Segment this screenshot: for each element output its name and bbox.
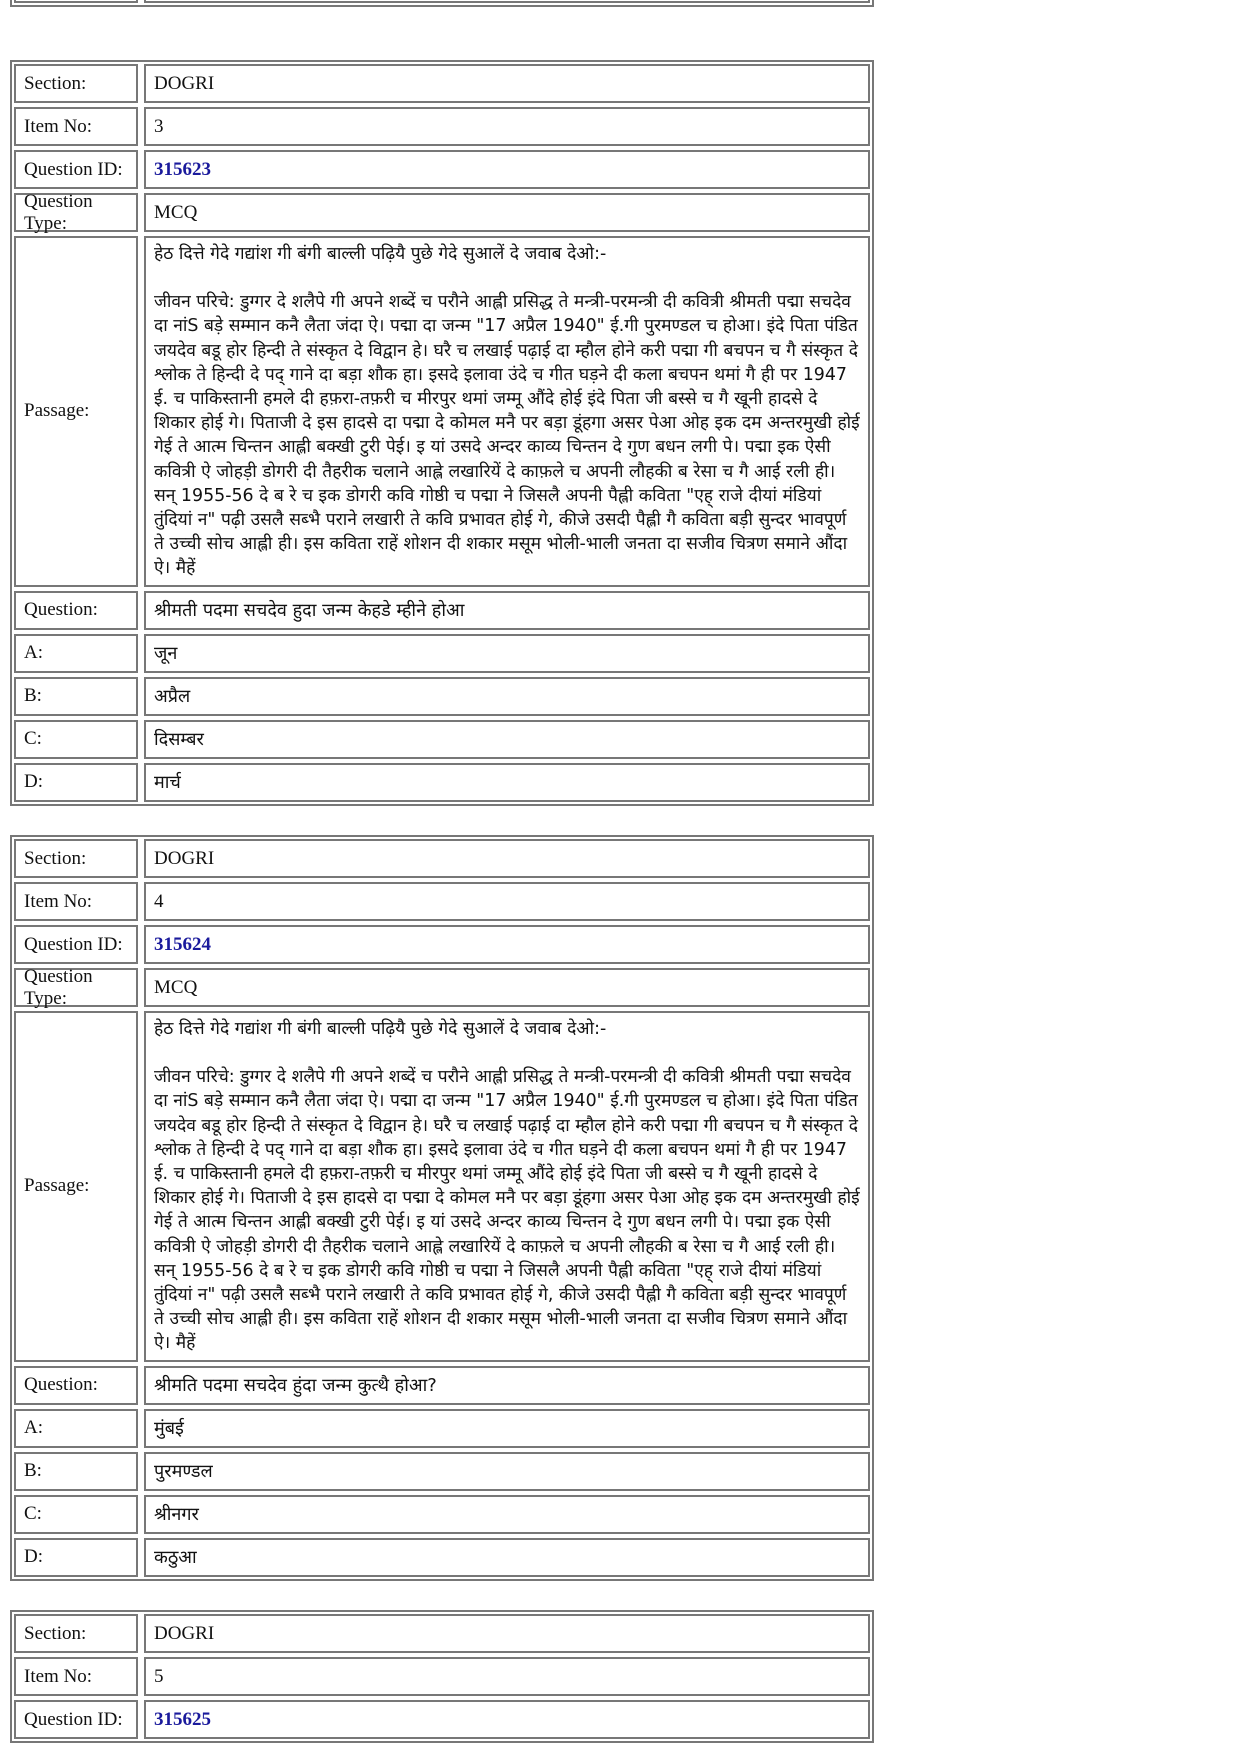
label-item-no: Item No: xyxy=(14,882,138,921)
item-no-value: 5 xyxy=(144,1657,870,1696)
label-item-no: Item No: xyxy=(14,107,138,146)
passage-value xyxy=(144,1011,870,1362)
label-question-id: Question ID: xyxy=(14,1700,138,1739)
item-no-value: 4 xyxy=(144,882,870,921)
question-value: श्रीमती पदमा सचदेव हुदा जन्म केहडे म्हीने होआ xyxy=(144,591,870,630)
row-section xyxy=(12,62,872,105)
label-a: A: xyxy=(14,634,138,673)
label-question-id: Question ID: xyxy=(14,150,138,189)
row-question-id xyxy=(12,148,872,191)
option-b-value: पुरमण्डल xyxy=(144,1452,870,1491)
label-section: Section: xyxy=(14,1614,138,1653)
row-option-d xyxy=(12,761,872,804)
question-table-prev xyxy=(10,0,874,7)
label-c: C: xyxy=(14,720,138,759)
question-table-5 xyxy=(10,1610,874,1743)
row-question-type xyxy=(12,966,872,1009)
option-c-value: दिसम्बर xyxy=(144,720,870,759)
label-d: D: xyxy=(14,763,138,802)
label-section: Section: xyxy=(14,839,138,878)
option-d-value: मार्च xyxy=(144,763,870,802)
question-id-value: 315624 xyxy=(144,925,870,964)
row-question xyxy=(12,1364,872,1407)
label-question-id: Question ID: xyxy=(14,925,138,964)
option-d-value: कठुआ xyxy=(144,1538,870,1577)
label-c: C: xyxy=(14,1495,138,1534)
label-question-type: Question Type: xyxy=(14,968,138,1007)
label-d xyxy=(14,0,138,3)
label-passage: Passage: xyxy=(14,236,138,587)
row-item-no xyxy=(12,880,872,923)
option-d-value xyxy=(144,0,870,3)
item-no-value: 3 xyxy=(144,107,870,146)
passage-intro: हेठ दित्ते गेदे गद्यांश गी बंगी बाल्ली पढ़ियै पुछे गेदे सुआलें दे जवाब देओ:- xyxy=(154,1019,607,1039)
row-question-type xyxy=(12,191,872,234)
question-table-3 xyxy=(10,60,874,806)
question-value: श्रीमति पदमा सचदेव हुंदा जन्म कुत्थै होआ? xyxy=(144,1366,870,1405)
label-a: A: xyxy=(14,1409,138,1448)
question-table-4 xyxy=(10,835,874,1581)
passage-body: जीवन परिचे: डुग्गर दे शलैपे गी अपने शब्दें च परौने आह्ली प्रसिद्ध ते मन्त्री-परमन्त्री दी कवित्री श्रीमती पद्मा सचदेव दा नांS बड़े सम्मान कनै लैता जंदा ऐ। पद्मा दा जन्म "17 अप्रैल 1940" ई.गी पुरमण्डल च होआ। इंदे पिता पंडित जयदेव बडू होर हिन्दी ते संस्कृत दे विद्वान हे। घरै च लखाई पढ़ाई दा म्हौल होने करी पद्मा गी बचपन च गै संस्कृत दे श्लोक ते हिन्दी दे पद् गाने दा बड़ा शौक हा। इसदे इलावा उंदे च गीत घड़ने दी कला बचपन थमां गै ही पर 1947 ई. च पाकिस्तानी हमले दी हफ़रा-तफ़री च मीरपुर थमां जम्मू औंदे होई इंदे पिता जी बस्से च गै खूनी हादसे दे शिकार होई गे। पिताजी दे इस हादसे दा पद्मा दे कोमल मनै पर बड़ा डूंहगा असर पेआ ओह इक दम अन्तरमुखी होई गेई ते आत्म चिन्तन आह्ली बक्खी टुरी पेई। इ यां उसदे अन्दर काव्य चिन्तन दे गुण बधन लगी पे। पद्मा इक ऐसी कवित्री ऐ जोहड़ी डोगरी दी तैहरीक चलाने आह्ले लखारियें दे काफ़ले च अपनी लौहकी ब रेसा च गै आई रली ही। सन् 1955-56 दे ब रे च इक डोगरी कवि गोष्ठी च पद्मा ने जिसलै अपनी पैह्ली कविता "एह् राजे दीयां मंडियां तुंदियां न" पढ़ी उसलै सब्भै पराने लखारी ते कवि प्रभावत होई गे, कीजे उसदी पैह्ली गै कविता बड़ी सुन्दर भावपूर्ण ते उच्ची सोच आह्ली ही। इस कविता राहें शोशन दी शकार मसूम भोली-भाली जनता दा सजीव चित्रण समाने औंदा ऐ। मैहें xyxy=(154,1067,860,1354)
label-question-type: Question Type: xyxy=(14,193,138,232)
question-type-value: MCQ xyxy=(144,968,870,1007)
row-question-id xyxy=(12,923,872,966)
passage-body: जीवन परिचे: डुग्गर दे शलैपे गी अपने शब्दें च परौने आह्ली प्रसिद्ध ते मन्त्री-परमन्त्री दी कवित्री श्रीमती पद्मा सचदेव दा नांS बड़े सम्मान कनै लैता जंदा ऐ। पद्मा दा जन्म "17 अप्रैल 1940" ई.गी पुरमण्डल च होआ। इंदे पिता पंडित जयदेव बडू होर हिन्दी ते संस्कृत दे विद्वान हे। घरै च लखाई पढ़ाई दा म्हौल होने करी पद्मा गी बचपन च गै संस्कृत दे श्लोक ते हिन्दी दे पद् गाने दा बड़ा शौक हा। इसदे इलावा उंदे च गीत घड़ने दी कला बचपन थमां गै ही पर 1947 ई. च पाकिस्तानी हमले दी हफ़रा-तफ़री च मीरपुर थमां जम्मू औंदे होई इंदे पिता जी बस्से च गै खूनी हादसे दे शिकार होई गे। पिताजी दे इस हादसे दा पद्मा दे कोमल मनै पर बड़ा डूंहगा असर पेआ ओह इक दम अन्तरमुखी होई गेई ते आत्म चिन्तन आह्ली बक्खी टुरी पेई। इ यां उसदे अन्दर काव्य चिन्तन दे गुण बधन लगी पे। पद्मा इक ऐसी कवित्री ऐ जोहड़ी डोगरी दी तैहरीक चलाने आह्ले लखारियें दे काफ़ले च अपनी लौहकी ब रेसा च गै आई रली ही। सन् 1955-56 दे ब रे च इक डोगरी कवि गोष्ठी च पद्मा ने जिसलै अपनी पैह्ली कविता "एह् राजे दीयां मंडियां तुंदियां न" पढ़ी उसलै सब्भै पराने लखारी ते कवि प्रभावत होई गे, कीजे उसदी पैह्ली गै कविता बड़ी सुन्दर भावपूर्ण ते उच्ची सोच आह्ली ही। इस कविता राहें शोशन दी शकार मसूम भोली-भाली जनता दा सजीव चित्रण समाने औंदा ऐ। मैहें xyxy=(154,292,860,579)
row-option-a xyxy=(12,1407,872,1450)
row-option-d xyxy=(12,1536,872,1579)
row-option-b xyxy=(12,675,872,718)
option-c-value: श्रीनगर xyxy=(144,1495,870,1534)
label-b: B: xyxy=(14,677,138,716)
label-question: Question: xyxy=(14,591,138,630)
option-b-value: अप्रैल xyxy=(144,677,870,716)
row-question-id xyxy=(12,1698,872,1741)
label-section: Section: xyxy=(14,64,138,103)
section-value: DOGRI xyxy=(144,1614,870,1653)
section-value: DOGRI xyxy=(144,839,870,878)
row-item-no xyxy=(12,105,872,148)
row-passage xyxy=(12,234,872,589)
row-option-d xyxy=(12,0,872,5)
passage-value xyxy=(144,236,870,587)
row-option-c xyxy=(12,718,872,761)
row-option-c xyxy=(12,1493,872,1536)
question-id-value: 315623 xyxy=(144,150,870,189)
label-passage: Passage: xyxy=(14,1011,138,1362)
label-item-no: Item No: xyxy=(14,1657,138,1696)
row-item-no xyxy=(12,1655,872,1698)
question-id-value: 315625 xyxy=(144,1700,870,1739)
row-section xyxy=(12,837,872,880)
row-section xyxy=(12,1612,872,1655)
question-type-value: MCQ xyxy=(144,193,870,232)
option-a-value: जून xyxy=(144,634,870,673)
row-option-a xyxy=(12,632,872,675)
row-question xyxy=(12,589,872,632)
label-b: B: xyxy=(14,1452,138,1491)
row-passage xyxy=(12,1009,872,1364)
label-question: Question: xyxy=(14,1366,138,1405)
row-option-b xyxy=(12,1450,872,1493)
label-d: D: xyxy=(14,1538,138,1577)
section-value: DOGRI xyxy=(144,64,870,103)
option-a-value: मुंबई xyxy=(144,1409,870,1448)
passage-intro: हेठ दित्ते गेदे गद्यांश गी बंगी बाल्ली पढ़ियै पुछे गेदे सुआलें दे जवाब देओ:- xyxy=(154,244,607,264)
